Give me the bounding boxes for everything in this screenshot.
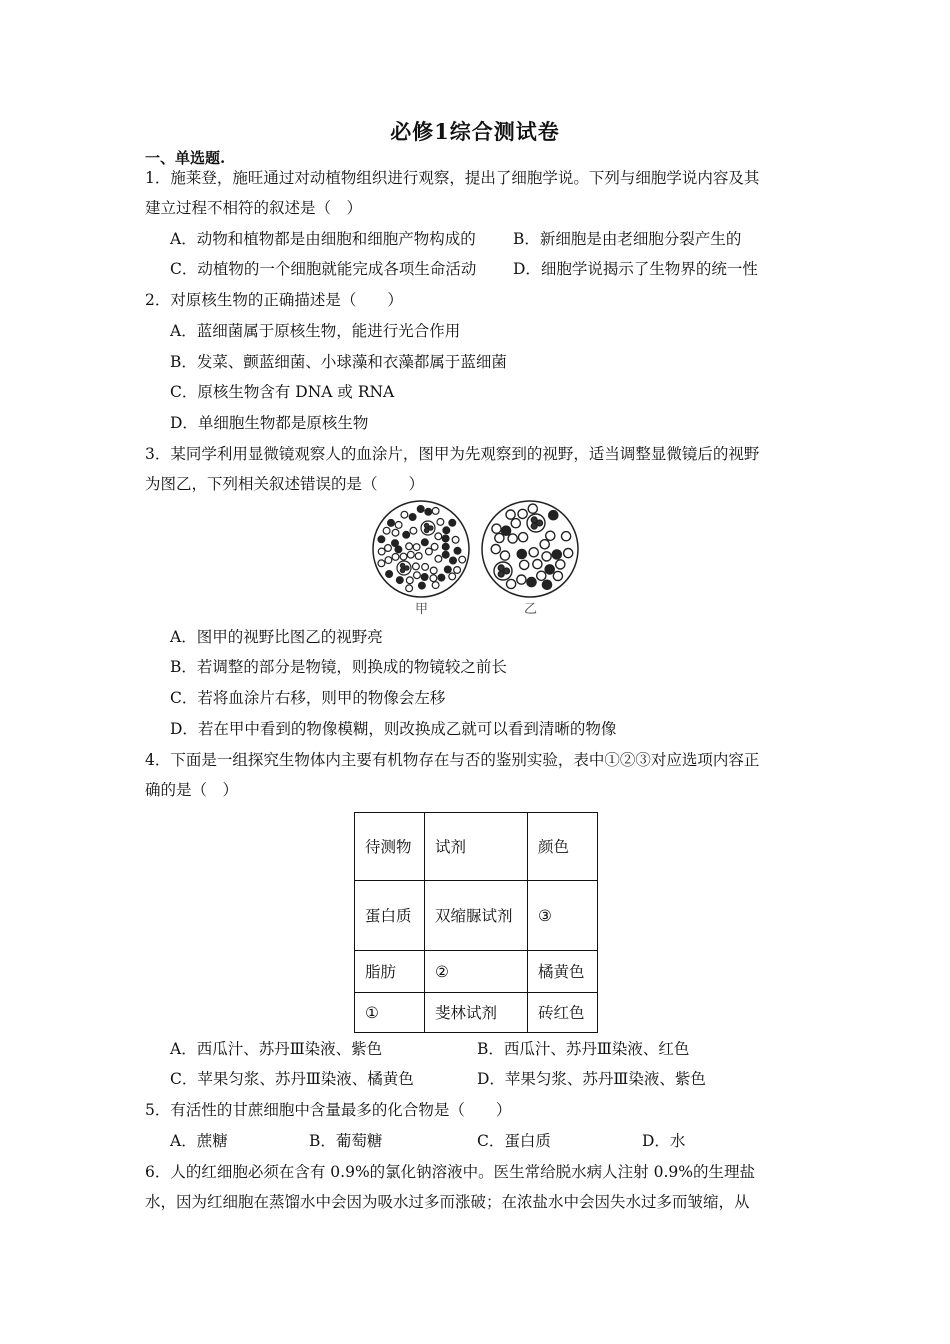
red-blood-cell xyxy=(385,557,392,564)
q2-option-d: D．单细胞生物都是原核生物 xyxy=(170,414,369,432)
red-blood-cell xyxy=(425,508,432,515)
table-cell: 橘黄色 xyxy=(528,951,598,993)
white-cell-nucleus xyxy=(400,568,404,572)
red-blood-cell xyxy=(413,563,420,570)
q3-option-b: B．若调整的部分是物镜，则换成的物镜较之前长 xyxy=(170,658,507,676)
table-cell: 双缩脲试剂 xyxy=(425,881,528,951)
red-blood-cell xyxy=(519,533,528,542)
red-blood-cell xyxy=(517,549,526,558)
red-blood-cell xyxy=(442,543,449,550)
q4-option-a: A．西瓜汁、苏丹Ⅲ染液、紫色 xyxy=(170,1040,383,1058)
red-blood-cell xyxy=(537,571,546,580)
red-blood-cell xyxy=(421,539,428,546)
red-blood-cell xyxy=(442,535,449,542)
red-blood-cell xyxy=(444,566,451,573)
field-b-cells xyxy=(491,504,573,589)
white-cell-nucleus xyxy=(424,523,428,527)
white-cell-nucleus xyxy=(531,523,537,529)
figure-label-jia: 甲 xyxy=(415,602,429,617)
red-blood-cell xyxy=(388,520,395,527)
table-cell: ③ xyxy=(528,881,598,951)
reagent-table xyxy=(354,812,598,1033)
q5-option-c: C．蛋白质 xyxy=(477,1132,551,1150)
red-blood-cell xyxy=(406,585,413,592)
red-blood-cell xyxy=(564,549,573,558)
red-blood-cell xyxy=(529,548,538,557)
q2-option-c: C．原核生物含有 DNA 或 RNA xyxy=(170,383,395,401)
q4-stem-line2: 确的是（ ） xyxy=(145,781,239,799)
red-blood-cell xyxy=(392,554,399,561)
q1-stem-line1: 1．施莱登，施旺通过对动植物组织进行观察，提出了细胞学说。下列与细胞学说内容及其 xyxy=(145,169,760,187)
red-blood-cell xyxy=(378,536,385,543)
table-header-cell: 待测物 xyxy=(355,813,425,881)
q5-stem: 5．有活性的甘蔗细胞中含量最多的化合物是（ ） xyxy=(145,1101,512,1119)
red-blood-cell xyxy=(431,543,438,550)
q3-stem-line1: 3．某同学利用显微镜观察人的血涂片，图甲为先观察到的视野，适当调整显微镜后的视野 xyxy=(145,445,760,463)
q3-option-c: C．若将血涂片右移，则甲的物像会左移 xyxy=(170,689,446,707)
table-cell: ① xyxy=(355,993,425,1033)
red-blood-cell xyxy=(506,510,515,519)
microscope-figure xyxy=(370,498,582,618)
red-blood-cell xyxy=(422,564,429,571)
field-a-cells xyxy=(378,506,466,592)
red-blood-cell xyxy=(395,546,402,553)
red-blood-cell xyxy=(520,560,529,569)
red-blood-cell xyxy=(392,529,399,536)
q1-stem-line2: 建立过程不相符的叙述是（ ） xyxy=(145,199,363,217)
q3-stem-line2: 为图乙，下列相关叙述错误的是（ ） xyxy=(145,475,425,493)
red-blood-cell xyxy=(495,533,504,542)
q3-option-d: D．若在甲中看到的物像模糊，则改换成乙就可以看到清晰的物像 xyxy=(170,720,617,738)
q1-option-d: D．细胞学说揭示了生物界的统一性 xyxy=(513,260,758,278)
q4-option-c: C．苹果匀浆、苏丹Ⅲ染液、橘黄色 xyxy=(170,1070,414,1088)
red-blood-cell xyxy=(378,560,385,567)
red-blood-cell xyxy=(507,579,516,588)
red-blood-cell xyxy=(454,547,461,554)
red-blood-cell xyxy=(437,519,444,526)
table-cell: 砖红色 xyxy=(528,993,598,1033)
q2-stem: 2．对原核生物的正确描述是（ ） xyxy=(145,291,403,309)
red-blood-cell xyxy=(450,557,457,564)
table-cell: 斐林试剂 xyxy=(425,993,528,1033)
table-cell: 蛋白质 xyxy=(355,881,425,951)
red-blood-cell xyxy=(452,536,459,543)
table-row xyxy=(355,993,598,1033)
q1-option-b: B．新细胞是由老细胞分裂产生的 xyxy=(513,230,742,248)
red-blood-cell xyxy=(542,580,551,589)
table-header-cell: 试剂 xyxy=(425,813,528,881)
red-blood-cell xyxy=(413,544,420,551)
red-blood-cell xyxy=(406,577,413,584)
red-blood-cell xyxy=(432,508,439,515)
red-blood-cell xyxy=(417,506,424,513)
q5-option-d: D．水 xyxy=(642,1132,686,1150)
q4-stem-line1: 4．下面是一组探究生物体内主要有机物存在与否的鉴别实验，表中①②③对应选项内容正 xyxy=(145,751,760,769)
red-blood-cell xyxy=(511,519,520,528)
red-blood-cell xyxy=(378,548,385,555)
red-blood-cell xyxy=(395,522,402,529)
red-blood-cell xyxy=(546,531,555,540)
red-blood-cell xyxy=(454,567,461,574)
q5-option-a: A．蔗糖 xyxy=(170,1132,228,1150)
red-blood-cell xyxy=(403,531,410,538)
red-blood-cell xyxy=(449,573,456,580)
red-blood-cell xyxy=(383,527,390,534)
red-blood-cell xyxy=(419,582,426,589)
q2-option-a: A．蓝细菌属于原核生物，能进行光合作用 xyxy=(170,322,461,340)
red-blood-cell xyxy=(410,527,417,534)
white-cell-nucleus xyxy=(498,565,504,571)
q1-option-a: A．动物和植物都是由细胞和细胞产物构成的 xyxy=(170,230,476,248)
red-blood-cell xyxy=(430,575,437,582)
red-blood-cell xyxy=(449,519,456,526)
q4-option-d: D．苹果匀浆、苏丹Ⅲ染液、紫色 xyxy=(477,1070,706,1088)
red-blood-cell xyxy=(432,582,439,589)
red-blood-cell xyxy=(442,551,449,558)
red-blood-cell xyxy=(542,552,551,561)
table-header-row xyxy=(355,813,598,881)
red-blood-cell xyxy=(528,504,537,513)
red-blood-cell xyxy=(549,511,558,520)
red-blood-cell xyxy=(545,565,554,574)
red-blood-cell xyxy=(396,577,403,584)
white-cell-nucleus xyxy=(531,517,537,523)
red-blood-cell xyxy=(435,533,442,540)
red-blood-cell xyxy=(500,551,509,560)
red-blood-cell xyxy=(386,571,393,578)
red-blood-cell xyxy=(502,526,511,535)
red-blood-cell xyxy=(415,553,422,560)
table-row xyxy=(355,951,598,993)
q2-option-b: B．发菜、颤蓝细菌、小球藻和衣藻都属于蓝细菌 xyxy=(170,353,507,371)
red-blood-cell xyxy=(430,567,437,574)
table-cell: ② xyxy=(425,951,528,993)
table-cell: 脂肪 xyxy=(355,951,425,993)
white-cell-nucleus xyxy=(424,528,428,532)
red-blood-cell xyxy=(421,574,428,581)
red-blood-cell xyxy=(459,556,466,563)
red-blood-cell xyxy=(426,548,433,555)
red-blood-cell xyxy=(491,545,500,554)
white-cell-nucleus xyxy=(400,563,404,567)
table-row xyxy=(355,881,598,951)
q3-option-a: A．图甲的视野比图乙的视野亮 xyxy=(170,628,383,646)
red-blood-cell xyxy=(435,555,442,562)
q6-stem-line2: 水，因为红细胞在蒸馏水中会因为吸水过多而涨破；在浓盐水中会因失水过多而皱缩，从 xyxy=(145,1193,750,1211)
red-blood-cell xyxy=(517,575,526,584)
red-blood-cell xyxy=(533,560,542,569)
red-blood-cell xyxy=(406,543,413,550)
table-header-cell: 颜色 xyxy=(528,813,598,881)
microscope-fields-svg xyxy=(370,498,582,618)
red-blood-cell xyxy=(409,514,416,521)
white-cell-nucleus xyxy=(498,571,504,577)
red-blood-cell xyxy=(407,551,414,558)
red-blood-cell xyxy=(553,571,562,580)
page-title: 必修1综合测试卷 xyxy=(390,119,560,144)
red-blood-cell xyxy=(401,511,408,518)
section-heading: 一、单选题. xyxy=(145,149,226,167)
red-blood-cell xyxy=(385,545,392,552)
red-blood-cell xyxy=(400,553,407,560)
red-blood-cell xyxy=(392,540,399,547)
red-blood-cell xyxy=(552,550,561,559)
red-blood-cell xyxy=(527,578,536,587)
red-blood-cell xyxy=(414,572,421,579)
red-blood-cell xyxy=(562,532,571,541)
red-blood-cell xyxy=(492,524,501,533)
red-blood-cell xyxy=(540,540,549,549)
red-blood-cell xyxy=(508,534,517,543)
q6-stem-line1: 6．人的红细胞必须在含有 0.9%的氯化钠溶液中。医生常给脱水病人注射 0.9%的生理盐 xyxy=(145,1163,755,1181)
figure-label-yi: 乙 xyxy=(524,602,538,617)
red-blood-cell xyxy=(556,560,565,569)
q4-option-b: B．西瓜汁、苏丹Ⅲ染液、红色 xyxy=(477,1040,690,1058)
red-blood-cell xyxy=(443,527,450,534)
red-blood-cell xyxy=(438,574,445,581)
red-blood-cell xyxy=(518,509,527,518)
q1-option-c: C．动植物的一个细胞就能完成各项生命活动 xyxy=(170,260,477,278)
q5-option-b: B．葡萄糖 xyxy=(309,1132,383,1150)
